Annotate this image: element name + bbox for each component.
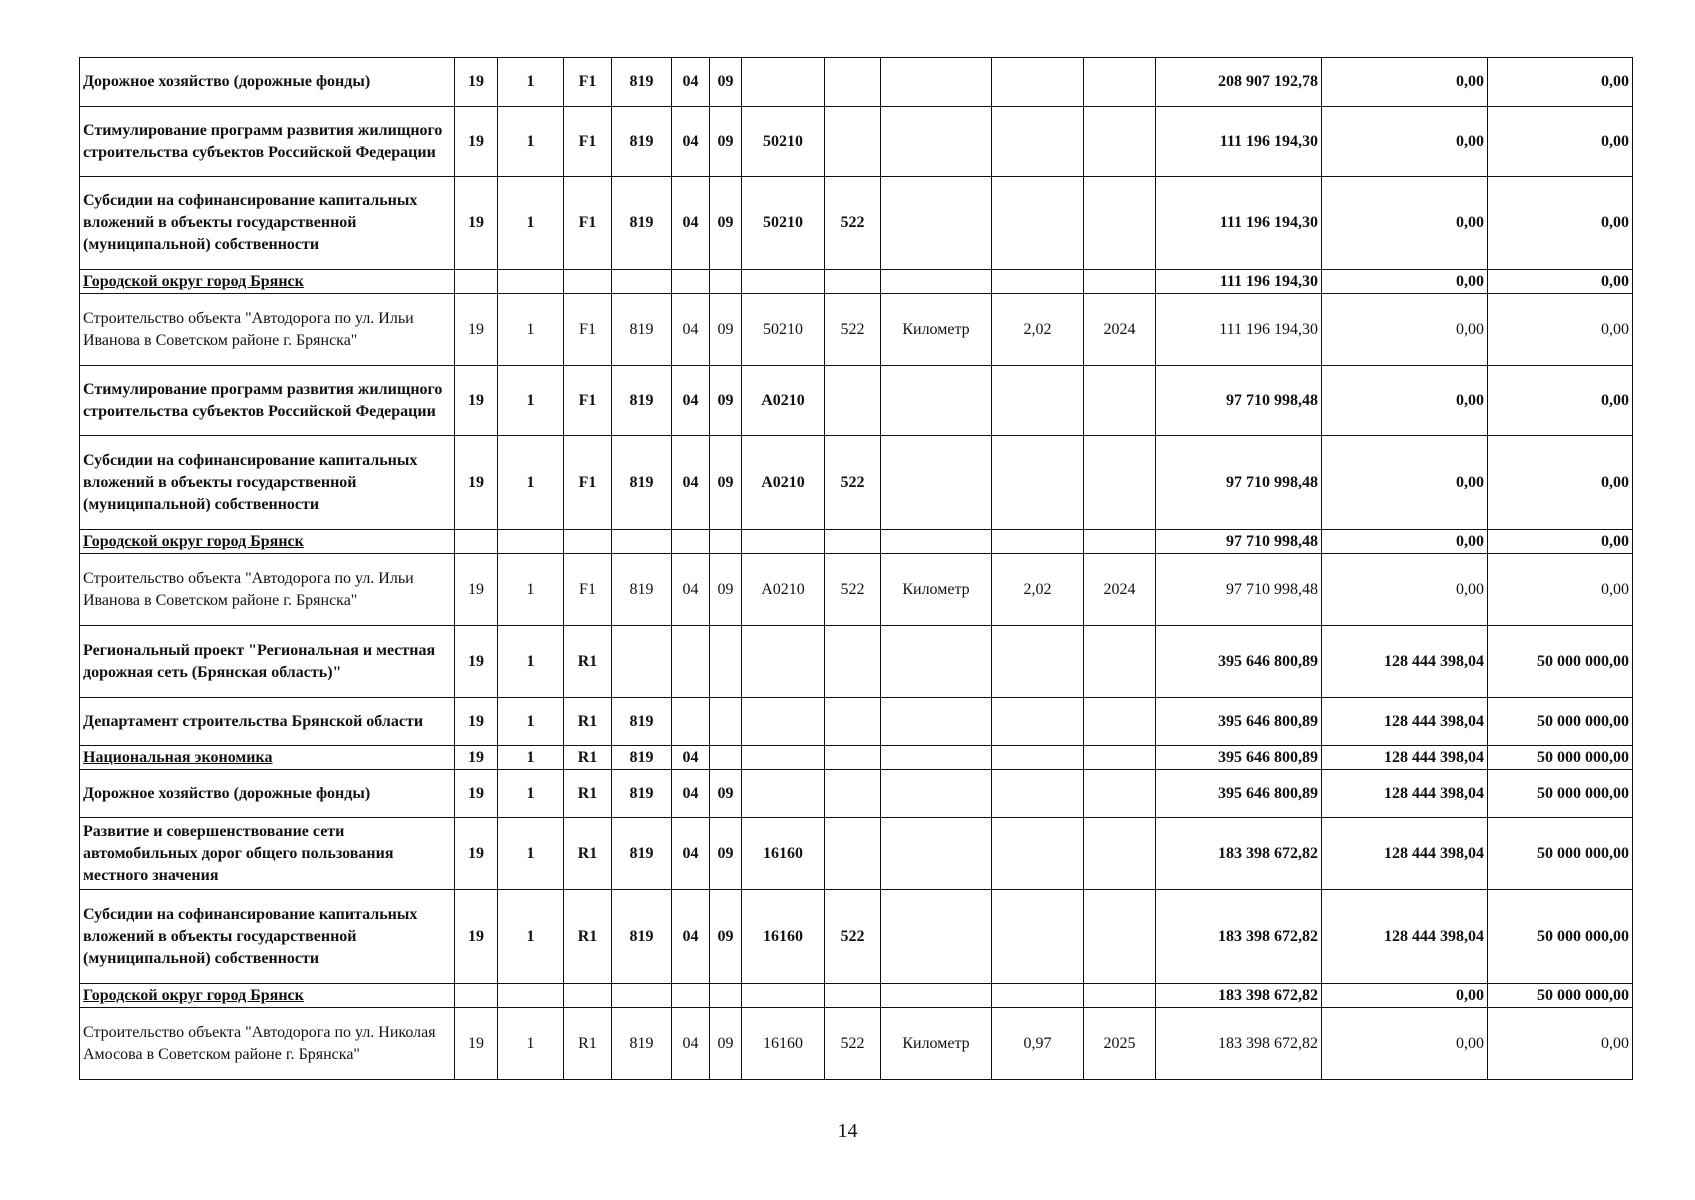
code-project: R1 bbox=[564, 746, 612, 770]
code-subprogram: 1 bbox=[498, 554, 564, 626]
amount-year-2: 0,00 bbox=[1322, 554, 1488, 626]
table-row bbox=[80, 1008, 1633, 1080]
code-subprogram: 1 bbox=[498, 770, 564, 818]
code-subsection bbox=[710, 270, 742, 294]
code-program: 19 bbox=[455, 366, 498, 436]
amount-year-2: 128 444 398,04 bbox=[1322, 818, 1488, 890]
amount-year-2: 0,00 bbox=[1322, 436, 1488, 530]
amount-year-3: 50 000 000,00 bbox=[1488, 698, 1633, 746]
unit-cell bbox=[881, 177, 992, 270]
table-row bbox=[80, 626, 1633, 698]
code-project: R1 bbox=[564, 890, 612, 984]
code-project: R1 bbox=[564, 698, 612, 746]
code-section: 04 bbox=[672, 746, 710, 770]
capacity-cell bbox=[992, 746, 1084, 770]
row-name: Департамент строительства Брянской области bbox=[80, 698, 455, 746]
code-subprogram bbox=[498, 270, 564, 294]
row-name: Субсидии на софинансирование капитальных вложений в объекты государственной (муниципальной) собственности bbox=[80, 177, 455, 270]
amount-year-1: 183 398 672,82 bbox=[1156, 890, 1322, 984]
code-project: R1 bbox=[564, 626, 612, 698]
code-direction bbox=[742, 270, 825, 294]
amount-year-3: 50 000 000,00 bbox=[1488, 746, 1633, 770]
code-program: 19 bbox=[455, 436, 498, 530]
code-section: 04 bbox=[672, 58, 710, 107]
amount-year-3: 50 000 000,00 bbox=[1488, 626, 1633, 698]
amount-year-3: 50 000 000,00 bbox=[1488, 818, 1633, 890]
capacity-cell bbox=[992, 177, 1084, 270]
code-program: 19 bbox=[455, 770, 498, 818]
amount-year-3: 0,00 bbox=[1488, 177, 1633, 270]
code-expense-type: 522 bbox=[825, 554, 881, 626]
code-direction bbox=[742, 746, 825, 770]
unit-cell bbox=[881, 818, 992, 890]
code-subsection: 09 bbox=[710, 58, 742, 107]
row-name: Дорожное хозяйство (дорожные фонды) bbox=[80, 58, 455, 107]
amount-year-1: 97 710 998,48 bbox=[1156, 530, 1322, 554]
code-project: F1 bbox=[564, 177, 612, 270]
amount-year-3: 0,00 bbox=[1488, 58, 1633, 107]
code-subprogram: 1 bbox=[498, 58, 564, 107]
row-name: Строительство объекта "Автодорога по ул. Ильи Иванова в Советском районе г. Брянска" bbox=[80, 554, 455, 626]
table-row bbox=[80, 984, 1633, 1008]
unit-cell bbox=[881, 58, 992, 107]
code-project bbox=[564, 984, 612, 1008]
capacity-cell bbox=[992, 366, 1084, 436]
code-subsection bbox=[710, 626, 742, 698]
row-name: Городской округ город Брянск bbox=[80, 270, 455, 294]
code-expense-type bbox=[825, 107, 881, 177]
year-cell bbox=[1084, 530, 1156, 554]
amount-year-2: 0,00 bbox=[1322, 530, 1488, 554]
table-row bbox=[80, 366, 1633, 436]
amount-year-2: 0,00 bbox=[1322, 107, 1488, 177]
code-expense-type bbox=[825, 984, 881, 1008]
year-cell bbox=[1084, 698, 1156, 746]
year-cell bbox=[1084, 107, 1156, 177]
code-grbs: 819 bbox=[612, 436, 672, 530]
code-project: R1 bbox=[564, 818, 612, 890]
code-direction: 16160 bbox=[742, 1008, 825, 1080]
amount-year-3: 0,00 bbox=[1488, 107, 1633, 177]
code-subprogram: 1 bbox=[498, 366, 564, 436]
year-cell bbox=[1084, 746, 1156, 770]
amount-year-3: 0,00 bbox=[1488, 1008, 1633, 1080]
code-section bbox=[672, 984, 710, 1008]
row-name: Развитие и совершенствование сети автомобильных дорог общего пользования местного значения bbox=[80, 818, 455, 890]
amount-year-1: 183 398 672,82 bbox=[1156, 1008, 1322, 1080]
table-row bbox=[80, 698, 1633, 746]
year-cell bbox=[1084, 366, 1156, 436]
code-direction: 50210 bbox=[742, 107, 825, 177]
code-program bbox=[455, 530, 498, 554]
code-section: 04 bbox=[672, 177, 710, 270]
code-program: 19 bbox=[455, 890, 498, 984]
code-direction: 16160 bbox=[742, 818, 825, 890]
code-direction bbox=[742, 626, 825, 698]
unit-cell bbox=[881, 270, 992, 294]
unit-cell bbox=[881, 436, 992, 530]
code-expense-type bbox=[825, 58, 881, 107]
code-direction: A0210 bbox=[742, 436, 825, 530]
year-cell bbox=[1084, 890, 1156, 984]
amount-year-2: 128 444 398,04 bbox=[1322, 770, 1488, 818]
year-cell bbox=[1084, 818, 1156, 890]
code-expense-type: 522 bbox=[825, 177, 881, 270]
code-section: 04 bbox=[672, 366, 710, 436]
capacity-cell bbox=[992, 58, 1084, 107]
code-subprogram: 1 bbox=[498, 626, 564, 698]
unit-cell bbox=[881, 626, 992, 698]
unit-cell bbox=[881, 984, 992, 1008]
code-subprogram: 1 bbox=[498, 294, 564, 366]
code-section bbox=[672, 270, 710, 294]
code-subprogram bbox=[498, 530, 564, 554]
code-project: F1 bbox=[564, 294, 612, 366]
code-section: 04 bbox=[672, 1008, 710, 1080]
code-subsection bbox=[710, 698, 742, 746]
code-expense-type: 522 bbox=[825, 436, 881, 530]
unit-cell bbox=[881, 890, 992, 984]
capacity-cell bbox=[992, 436, 1084, 530]
code-section: 04 bbox=[672, 770, 710, 818]
code-project bbox=[564, 530, 612, 554]
amount-year-1: 97 710 998,48 bbox=[1156, 436, 1322, 530]
code-expense-type bbox=[825, 818, 881, 890]
table-row bbox=[80, 436, 1633, 530]
year-cell bbox=[1084, 626, 1156, 698]
code-project: F1 bbox=[564, 58, 612, 107]
table-row bbox=[80, 177, 1633, 270]
code-subsection: 09 bbox=[710, 1008, 742, 1080]
code-direction bbox=[742, 58, 825, 107]
code-program bbox=[455, 270, 498, 294]
capacity-cell bbox=[992, 698, 1084, 746]
capacity-cell bbox=[992, 984, 1084, 1008]
code-subprogram: 1 bbox=[498, 698, 564, 746]
amount-year-1: 183 398 672,82 bbox=[1156, 984, 1322, 1008]
amount-year-2: 128 444 398,04 bbox=[1322, 698, 1488, 746]
code-subprogram: 1 bbox=[498, 436, 564, 530]
page-number: 14 bbox=[837, 1120, 858, 1142]
code-section bbox=[672, 530, 710, 554]
amount-year-1: 183 398 672,82 bbox=[1156, 818, 1322, 890]
amount-year-3: 0,00 bbox=[1488, 294, 1633, 366]
amount-year-2: 128 444 398,04 bbox=[1322, 890, 1488, 984]
capacity-cell bbox=[992, 818, 1084, 890]
year-cell bbox=[1084, 270, 1156, 294]
table-row bbox=[80, 58, 1633, 107]
amount-year-3: 0,00 bbox=[1488, 554, 1633, 626]
table-row bbox=[80, 270, 1633, 294]
code-subprogram: 1 bbox=[498, 107, 564, 177]
row-name: Национальная экономика bbox=[80, 746, 455, 770]
code-grbs bbox=[612, 530, 672, 554]
code-grbs: 819 bbox=[612, 746, 672, 770]
code-section: 04 bbox=[672, 436, 710, 530]
code-project: F1 bbox=[564, 366, 612, 436]
code-direction bbox=[742, 770, 825, 818]
capacity-cell bbox=[992, 770, 1084, 818]
table-body bbox=[80, 58, 1633, 1080]
code-subprogram: 1 bbox=[498, 1008, 564, 1080]
code-direction: 50210 bbox=[742, 177, 825, 270]
amount-year-2: 128 444 398,04 bbox=[1322, 746, 1488, 770]
row-name: Стимулирование программ развития жилищного строительства субъектов Российской Федерации bbox=[80, 107, 455, 177]
code-program: 19 bbox=[455, 58, 498, 107]
code-subsection: 09 bbox=[710, 436, 742, 530]
row-name: Городской округ город Брянск bbox=[80, 984, 455, 1008]
code-expense-type bbox=[825, 698, 881, 746]
amount-year-1: 395 646 800,89 bbox=[1156, 770, 1322, 818]
code-expense-type: 522 bbox=[825, 1008, 881, 1080]
amount-year-1: 97 710 998,48 bbox=[1156, 366, 1322, 436]
row-name: Субсидии на софинансирование капитальных вложений в объекты государственной (муниципальной) собственности bbox=[80, 890, 455, 984]
table-row bbox=[80, 107, 1633, 177]
code-section: 04 bbox=[672, 890, 710, 984]
amount-year-2: 0,00 bbox=[1322, 177, 1488, 270]
table-row bbox=[80, 554, 1633, 626]
unit-cell bbox=[881, 746, 992, 770]
capacity-cell: 2,02 bbox=[992, 294, 1084, 366]
code-program: 19 bbox=[455, 818, 498, 890]
row-name: Строительство объекта "Автодорога по ул. Николая Амосова в Советском районе г. Брянска" bbox=[80, 1008, 455, 1080]
row-name: Дорожное хозяйство (дорожные фонды) bbox=[80, 770, 455, 818]
code-subprogram: 1 bbox=[498, 818, 564, 890]
amount-year-1: 395 646 800,89 bbox=[1156, 746, 1322, 770]
code-grbs: 819 bbox=[612, 770, 672, 818]
amount-year-2: 0,00 bbox=[1322, 58, 1488, 107]
code-section bbox=[672, 698, 710, 746]
amount-year-3: 50 000 000,00 bbox=[1488, 890, 1633, 984]
code-project: F1 bbox=[564, 554, 612, 626]
amount-year-3: 0,00 bbox=[1488, 366, 1633, 436]
row-name: Стимулирование программ развития жилищного строительства субъектов Российской Федерации bbox=[80, 366, 455, 436]
code-expense-type bbox=[825, 270, 881, 294]
code-subsection: 09 bbox=[710, 554, 742, 626]
code-grbs: 819 bbox=[612, 1008, 672, 1080]
code-expense-type bbox=[825, 530, 881, 554]
year-cell bbox=[1084, 177, 1156, 270]
code-grbs: 819 bbox=[612, 554, 672, 626]
code-section: 04 bbox=[672, 818, 710, 890]
amount-year-1: 395 646 800,89 bbox=[1156, 626, 1322, 698]
unit-cell bbox=[881, 366, 992, 436]
amount-year-2: 0,00 bbox=[1322, 366, 1488, 436]
capacity-cell bbox=[992, 270, 1084, 294]
row-name: Региональный проект "Региональная и местная дорожная сеть (Брянская область)" bbox=[80, 626, 455, 698]
capacity-cell bbox=[992, 890, 1084, 984]
code-grbs bbox=[612, 984, 672, 1008]
code-expense-type: 522 bbox=[825, 890, 881, 984]
code-program: 19 bbox=[455, 554, 498, 626]
code-direction: 50210 bbox=[742, 294, 825, 366]
table-row bbox=[80, 890, 1633, 984]
code-direction: A0210 bbox=[742, 554, 825, 626]
code-project: R1 bbox=[564, 770, 612, 818]
code-direction bbox=[742, 530, 825, 554]
code-project: R1 bbox=[564, 1008, 612, 1080]
code-subprogram bbox=[498, 984, 564, 1008]
code-subsection bbox=[710, 746, 742, 770]
amount-year-1: 111 196 194,30 bbox=[1156, 177, 1322, 270]
capacity-cell: 2,02 bbox=[992, 554, 1084, 626]
year-cell: 2025 bbox=[1084, 1008, 1156, 1080]
code-direction: 16160 bbox=[742, 890, 825, 984]
year-cell: 2024 bbox=[1084, 554, 1156, 626]
capacity-cell bbox=[992, 107, 1084, 177]
unit-cell: Километр bbox=[881, 1008, 992, 1080]
amount-year-2: 128 444 398,04 bbox=[1322, 626, 1488, 698]
code-grbs: 819 bbox=[612, 294, 672, 366]
amount-year-3: 50 000 000,00 bbox=[1488, 770, 1633, 818]
code-expense-type bbox=[825, 626, 881, 698]
amount-year-3: 0,00 bbox=[1488, 530, 1633, 554]
year-cell bbox=[1084, 436, 1156, 530]
code-expense-type bbox=[825, 746, 881, 770]
row-name: Субсидии на софинансирование капитальных вложений в объекты государственной (муниципальной) собственности bbox=[80, 436, 455, 530]
code-project: F1 bbox=[564, 107, 612, 177]
code-subsection: 09 bbox=[710, 890, 742, 984]
amount-year-3: 0,00 bbox=[1488, 436, 1633, 530]
unit-cell bbox=[881, 107, 992, 177]
code-subsection: 09 bbox=[710, 107, 742, 177]
code-direction bbox=[742, 698, 825, 746]
table-row bbox=[80, 818, 1633, 890]
code-subsection bbox=[710, 530, 742, 554]
code-program: 19 bbox=[455, 626, 498, 698]
code-subsection: 09 bbox=[710, 294, 742, 366]
capacity-cell bbox=[992, 530, 1084, 554]
code-grbs bbox=[612, 270, 672, 294]
code-grbs: 819 bbox=[612, 366, 672, 436]
code-grbs: 819 bbox=[612, 177, 672, 270]
code-project bbox=[564, 270, 612, 294]
amount-year-1: 395 646 800,89 bbox=[1156, 698, 1322, 746]
capacity-cell: 0,97 bbox=[992, 1008, 1084, 1080]
code-grbs: 819 bbox=[612, 818, 672, 890]
unit-cell bbox=[881, 698, 992, 746]
code-section: 04 bbox=[672, 554, 710, 626]
code-subprogram: 1 bbox=[498, 177, 564, 270]
amount-year-1: 111 196 194,30 bbox=[1156, 270, 1322, 294]
code-program: 19 bbox=[455, 1008, 498, 1080]
unit-cell: Километр bbox=[881, 554, 992, 626]
code-section: 04 bbox=[672, 294, 710, 366]
code-subsection: 09 bbox=[710, 770, 742, 818]
amount-year-2: 0,00 bbox=[1322, 984, 1488, 1008]
amount-year-1: 111 196 194,30 bbox=[1156, 107, 1322, 177]
table-row bbox=[80, 530, 1633, 554]
code-expense-type bbox=[825, 366, 881, 436]
code-section bbox=[672, 626, 710, 698]
table-row bbox=[80, 770, 1633, 818]
amount-year-2: 0,00 bbox=[1322, 1008, 1488, 1080]
code-program bbox=[455, 984, 498, 1008]
code-section: 04 bbox=[672, 107, 710, 177]
code-expense-type bbox=[825, 770, 881, 818]
amount-year-2: 0,00 bbox=[1322, 294, 1488, 366]
amount-year-2: 0,00 bbox=[1322, 270, 1488, 294]
row-name: Строительство объекта "Автодорога по ул. Ильи Иванова в Советском районе г. Брянска" bbox=[80, 294, 455, 366]
code-grbs bbox=[612, 626, 672, 698]
year-cell: 2024 bbox=[1084, 294, 1156, 366]
code-subprogram: 1 bbox=[498, 890, 564, 984]
amount-year-1: 111 196 194,30 bbox=[1156, 294, 1322, 366]
code-grbs: 819 bbox=[612, 890, 672, 984]
budget-table bbox=[79, 57, 1633, 1080]
amount-year-1: 97 710 998,48 bbox=[1156, 554, 1322, 626]
code-subprogram: 1 bbox=[498, 746, 564, 770]
unit-cell bbox=[881, 770, 992, 818]
amount-year-1: 208 907 192,78 bbox=[1156, 58, 1322, 107]
code-program: 19 bbox=[455, 107, 498, 177]
code-program: 19 bbox=[455, 294, 498, 366]
year-cell bbox=[1084, 770, 1156, 818]
code-expense-type: 522 bbox=[825, 294, 881, 366]
code-program: 19 bbox=[455, 698, 498, 746]
amount-year-3: 0,00 bbox=[1488, 270, 1633, 294]
unit-cell: Километр bbox=[881, 294, 992, 366]
unit-cell bbox=[881, 530, 992, 554]
code-grbs: 819 bbox=[612, 58, 672, 107]
code-subsection: 09 bbox=[710, 818, 742, 890]
year-cell bbox=[1084, 984, 1156, 1008]
table-row bbox=[80, 746, 1633, 770]
capacity-cell bbox=[992, 626, 1084, 698]
row-name: Городской округ город Брянск bbox=[80, 530, 455, 554]
code-program: 19 bbox=[455, 177, 498, 270]
amount-year-3: 50 000 000,00 bbox=[1488, 984, 1633, 1008]
code-direction bbox=[742, 984, 825, 1008]
code-subsection bbox=[710, 984, 742, 1008]
code-subsection: 09 bbox=[710, 177, 742, 270]
code-direction: A0210 bbox=[742, 366, 825, 436]
table-row bbox=[80, 294, 1633, 366]
code-program: 19 bbox=[455, 746, 498, 770]
code-project: F1 bbox=[564, 436, 612, 530]
code-subsection: 09 bbox=[710, 366, 742, 436]
code-grbs: 819 bbox=[612, 107, 672, 177]
code-grbs: 819 bbox=[612, 698, 672, 746]
year-cell bbox=[1084, 58, 1156, 107]
